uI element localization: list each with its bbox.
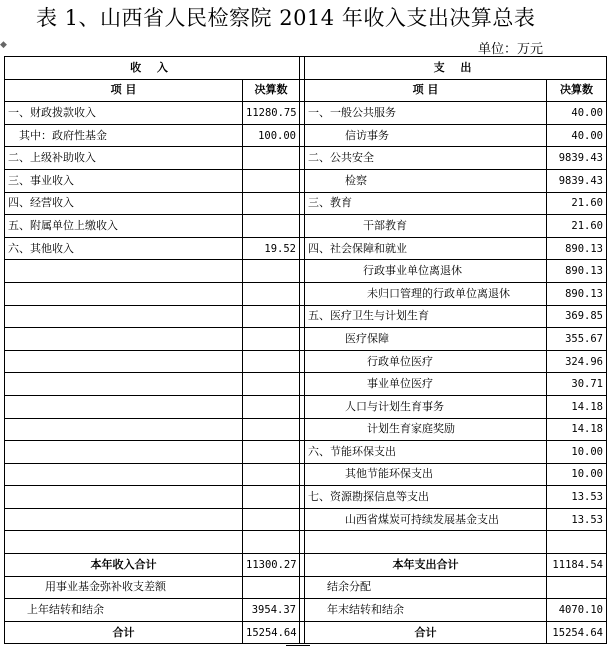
table-row (5, 305, 607, 328)
income-extra1-value (243, 576, 300, 599)
income-item-label: 其中：政府性基金 (5, 124, 243, 147)
income-item-label (5, 395, 243, 418)
income-item-value (243, 418, 300, 441)
income-item-label: 五、附属单位上缴收入 (5, 215, 243, 238)
income-item-value (243, 328, 300, 351)
income-extra2-label: 上年结转和结余 (5, 599, 243, 622)
income-item-value (243, 169, 300, 192)
table-row (5, 463, 607, 486)
income-item-value (243, 486, 300, 509)
table-row (5, 508, 607, 531)
blank-row (5, 531, 607, 554)
expense-item-label: 信访事务 (305, 124, 547, 147)
expense-item-value: 890.13 (547, 237, 607, 260)
page-title: 表 1、山西省人民检察院 2014 年收入支出决算总表 (36, 6, 536, 30)
income-item-value (243, 260, 300, 283)
grand-total-value-right: 15254.64 (547, 621, 607, 644)
unit-label: 单位：万元 (478, 42, 544, 57)
income-item-label (5, 463, 243, 486)
income-item-value (243, 441, 300, 464)
expense-item-label: 行政事业单位离退休 (305, 260, 547, 283)
income-item-label (5, 486, 243, 509)
expense-item-label: 干部教育 (305, 215, 547, 238)
income-item-label: 二、上级补助收入 (5, 147, 243, 170)
expense-item-label: 人口与计划生育事务 (305, 395, 547, 418)
expense-extra1-value (547, 576, 607, 599)
income-item-value: 19.52 (243, 237, 300, 260)
expense-item-value: 9839.43 (547, 147, 607, 170)
expense-item-label: 一、一般公共服务 (305, 102, 547, 125)
expense-extra1-label: 结余分配 (305, 576, 547, 599)
expense-item-label: 未归口管理的行政单位离退休 (305, 282, 547, 305)
expense-section-header: 支 出 (305, 57, 607, 80)
table-row (5, 102, 607, 125)
expense-item-label: 行政单位医疗 (305, 350, 547, 373)
income-item-label (5, 373, 243, 396)
expense-extra2-value: 4070.10 (547, 599, 607, 622)
extra-row-2 (5, 599, 607, 622)
income-item-label (5, 282, 243, 305)
table-row (5, 260, 607, 283)
grand-total-value-left: 15254.64 (243, 621, 300, 644)
expense-total-label: 本年支出合计 (305, 554, 547, 577)
income-item-value (243, 373, 300, 396)
expense-item-label: 检察 (305, 169, 547, 192)
expense-item-label: 七、资源勘探信息等支出 (305, 486, 547, 509)
income-item-value (243, 192, 300, 215)
income-item-value (243, 305, 300, 328)
income-item-value: 100.00 (243, 124, 300, 147)
income-item-label (5, 328, 243, 351)
expense-item-value: 9839.43 (547, 169, 607, 192)
income-item-value (243, 463, 300, 486)
income-item-label (5, 418, 243, 441)
expense-extra2-label: 年末结转和结余 (305, 599, 547, 622)
budget-table (4, 56, 607, 644)
body-rows (5, 102, 607, 531)
income-item-value (243, 350, 300, 373)
income-item-label: 三、事业收入 (5, 169, 243, 192)
income-section-header: 收 入 (5, 57, 300, 80)
expense-item-value: 21.60 (547, 192, 607, 215)
expense-item-label: 其他节能环保支出 (305, 463, 547, 486)
income-item-value (243, 395, 300, 418)
expense-item-value: 13.53 (547, 486, 607, 509)
expense-item-value: 10.00 (547, 463, 607, 486)
income-item-label (5, 441, 243, 464)
income-item-value (243, 282, 300, 305)
income-extra2-value: 3954.37 (243, 599, 300, 622)
section-header-row (5, 57, 607, 80)
income-item-label (5, 350, 243, 373)
expense-total-value: 11184.54 (547, 554, 607, 577)
income-item-header: 项 目 (5, 79, 243, 102)
income-item-label: 一、财政拨款收入 (5, 102, 243, 125)
expense-item-value: 14.18 (547, 418, 607, 441)
expense-item-value: 40.00 (547, 102, 607, 125)
grand-total-row (5, 621, 607, 644)
expense-item-value: 13.53 (547, 508, 607, 531)
expense-item-label: 计划生育家庭奖励 (305, 418, 547, 441)
table-row (5, 237, 607, 260)
table-row (5, 418, 607, 441)
expense-item-label: 四、社会保障和就业 (305, 237, 547, 260)
table-row (5, 350, 607, 373)
expense-item-value: 369.85 (547, 305, 607, 328)
table-row (5, 395, 607, 418)
income-item-value: 11280.75 (243, 102, 300, 125)
expense-item-label: 事业单位医疗 (305, 373, 547, 396)
income-item-label (5, 260, 243, 283)
expense-item-value: 324.96 (547, 350, 607, 373)
footer-rule (286, 645, 310, 646)
expense-item-label: 二、公共安全 (305, 147, 547, 170)
table-row (5, 328, 607, 351)
income-total-value: 11300.27 (243, 554, 300, 577)
expense-item-value: 355.67 (547, 328, 607, 351)
income-item-label (5, 305, 243, 328)
expense-item-label: 山西省煤炭可持续发展基金支出 (305, 508, 547, 531)
expense-amount-header: 决算数 (547, 79, 607, 102)
column-header-row (5, 79, 607, 102)
table-row (5, 282, 607, 305)
income-item-value (243, 508, 300, 531)
expense-item-value: 21.60 (547, 215, 607, 238)
table-row (5, 192, 607, 215)
income-item-label: 四、经营收入 (5, 192, 243, 215)
table-row (5, 486, 607, 509)
expense-item-label: 六、节能环保支出 (305, 441, 547, 464)
expense-item-value: 14.18 (547, 395, 607, 418)
table-row (5, 441, 607, 464)
table-row (5, 124, 607, 147)
table-row (5, 147, 607, 170)
extra-row-1 (5, 576, 607, 599)
income-total-label: 本年收入合计 (5, 554, 243, 577)
expense-item-label: 三、教育 (305, 192, 547, 215)
grand-total-label-right: 合计 (305, 621, 547, 644)
table-row (5, 215, 607, 238)
year-total-row (5, 554, 607, 577)
income-item-value (243, 147, 300, 170)
table-row (5, 373, 607, 396)
expense-item-value: 30.71 (547, 373, 607, 396)
expense-item-value: 890.13 (547, 282, 607, 305)
income-item-value (243, 215, 300, 238)
expense-item-header: 项 目 (305, 79, 547, 102)
grand-total-label-left: 合计 (5, 621, 243, 644)
income-extra1-label: 用事业基金弥补收支差额 (5, 576, 243, 599)
income-amount-header: 决算数 (243, 79, 300, 102)
expense-item-value: 890.13 (547, 260, 607, 283)
income-item-label (5, 508, 243, 531)
table-row (5, 169, 607, 192)
expense-item-label: 医疗保障 (305, 328, 547, 351)
expense-item-value: 10.00 (547, 441, 607, 464)
expense-item-value: 40.00 (547, 124, 607, 147)
income-item-label: 六、其他收入 (5, 237, 243, 260)
anchor-marker-icon: ◆ (0, 40, 7, 50)
expense-item-label: 五、医疗卫生与计划生育 (305, 305, 547, 328)
